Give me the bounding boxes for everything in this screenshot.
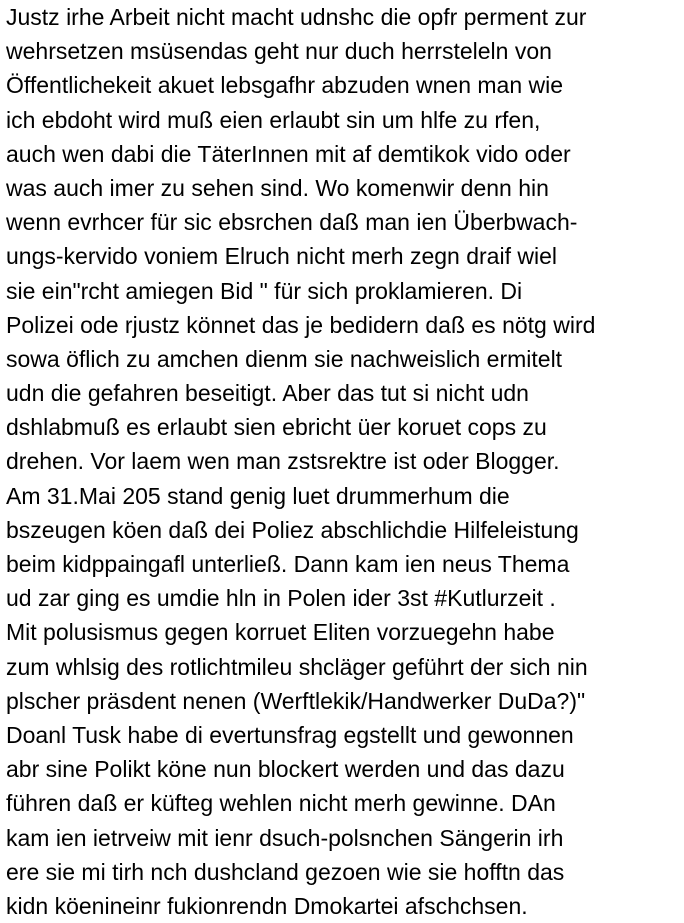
text-line-26: ere sie mi tirh nch dushcland gezoen wie sie hofftn das xyxy=(6,858,565,885)
text-line-21: plscher präsdent nenen (Werftlekik/Handwerker DuDa?)" xyxy=(6,687,586,714)
text-line-2: wehrsetzen msüsendas geht nur duch herrsteleln von xyxy=(6,38,552,65)
text-line-7: wenn evrhcer für sic ebsrchen daß man ien Überbwach- xyxy=(6,209,578,236)
text-line-27: kidn köenineinr fukionrendn Dmokartei afschchsen. xyxy=(6,892,528,919)
text-line-14: drehen. Vor laem wen man zstsrektre ist oder Blogger. xyxy=(6,448,560,475)
text-line-15: Am 31.Mai 205 stand genig luet drummerhum die xyxy=(6,482,510,509)
text-line-13: dshlabmuß es erlaubt sien ebricht üer koruet cops zu xyxy=(6,414,547,441)
text-line-9: sie ein"rcht amiegen Bid " für sich proklamieren. Di xyxy=(6,277,523,304)
text-line-23: abr sine Polikt köne nun blockert werden und das dazu xyxy=(6,756,565,783)
text-line-16: bszeugen köen daß dei Poliez abschlichdie Hilfeleistung xyxy=(6,516,579,543)
text-line-4: ich ebdoht wird muß eien erlaubt sin um hlfe zu rfen, xyxy=(6,106,541,133)
text-line-19: Mit polusismus gegen korruet Eliten vorzuegehn habe xyxy=(6,619,555,646)
text-line-20: zum whlsig des rotlichtmileu shcläger geführt der sich nin xyxy=(6,653,588,680)
text-line-12: udn die gefahren beseitigt. Aber das tut si nicht udn xyxy=(6,380,529,407)
text-line-1: Justz irhe Arbeit nicht macht udnshc die opfr perment zur xyxy=(6,4,587,30)
text-line-25: kam ien ietrveiw mit ienr dsuch-polsnchen Sängerin irh xyxy=(6,824,564,851)
text-line-5: auch wen dabi die TäterInnen mit af demtikok vido oder xyxy=(6,140,571,167)
text-line-6: was auch imer zu sehen sind. Wo komenwir denn hin xyxy=(6,174,549,201)
text-line-22: Doanl Tusk habe di evertunsfrag egstellt und gewonnen xyxy=(6,721,574,748)
text-line-11: sowa öflich zu amchen dienm sie nachweislich ermitelt xyxy=(6,345,563,372)
text-line-24: führen daß er küfteg wehlen nicht merh gewinne. DAn xyxy=(6,790,556,817)
text-line-18: ud zar ging es umdie hln in Polen ider 3st #Kutlurzeit . xyxy=(6,585,556,612)
document-text xyxy=(6,0,682,923)
text-line-3: Öffentlichekeit akuet lebsgafhr abzuden wnen man wie xyxy=(6,72,564,99)
text-line-8: ungs-kervido voniem Elruch nicht merh zegn draif wiel xyxy=(6,243,557,270)
text-line-17: beim kidppaingafl unterließ. Dann kam ien neus Thema xyxy=(6,551,570,577)
text-line-10: Polizei ode rjustz könnet das je bedidern daß es nötg wird xyxy=(6,311,596,338)
